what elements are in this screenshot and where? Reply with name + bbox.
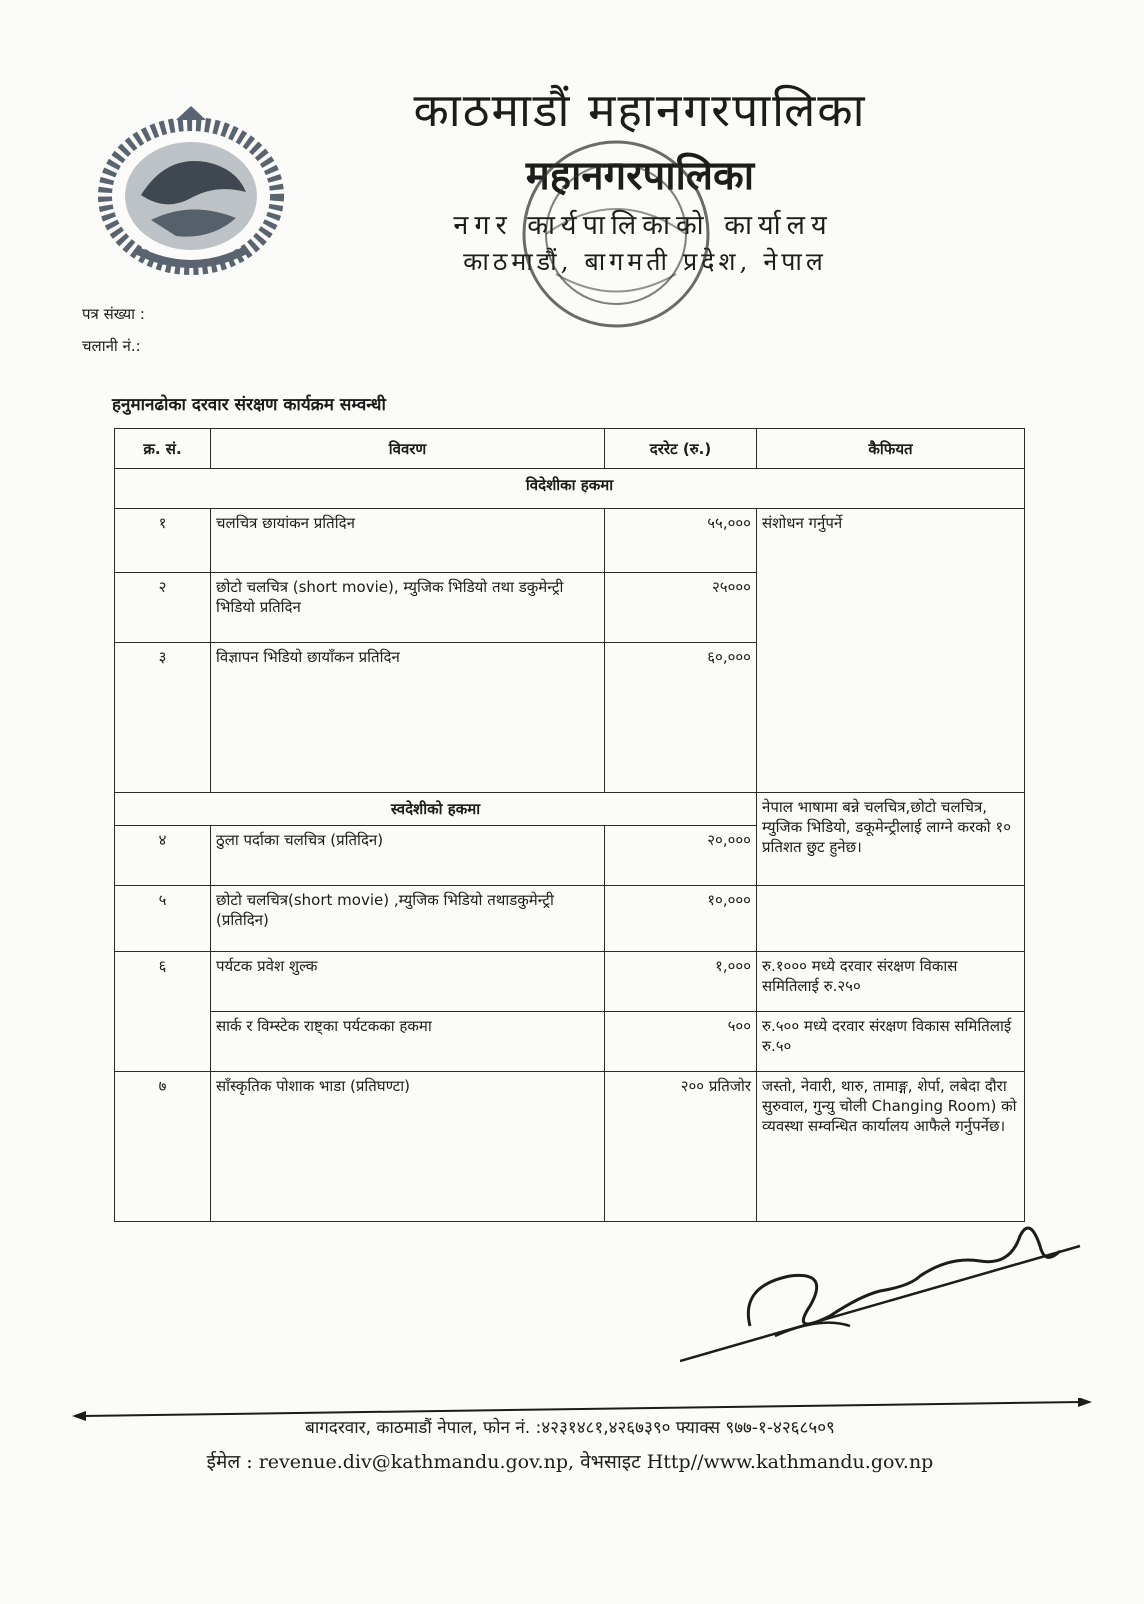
row-remarks: रु.१००० मध्ये दरवार संरक्षण विकास समितिलाई रु.२५० bbox=[757, 952, 1025, 1012]
nepal-emblem-icon bbox=[96, 100, 286, 280]
row-sn: ३ bbox=[115, 643, 211, 793]
row-rate: १,००० bbox=[605, 952, 757, 1012]
table-row bbox=[115, 952, 1025, 1012]
table-row bbox=[115, 1072, 1025, 1222]
row-rate: ५५,००० bbox=[605, 509, 757, 573]
row-rate: २५००० bbox=[605, 573, 757, 643]
section-row-foreign bbox=[115, 469, 1025, 509]
header-description: विवरण bbox=[211, 429, 605, 469]
table-row bbox=[115, 509, 1025, 573]
row-description: विज्ञापन भिडियो छायाँकन प्रतिदिन bbox=[211, 643, 605, 793]
header-rate: दररेट (रु.) bbox=[605, 429, 757, 469]
footer-web: ईमेल : revenue.div@kathmandu.gov.np, वेभसाइट Http//www.kathmandu.gov.np bbox=[206, 1451, 934, 1473]
signature-icon bbox=[680, 1216, 1110, 1366]
dispatch-number-label: चलानी नं.: bbox=[82, 337, 141, 355]
row-sn: १ bbox=[115, 509, 211, 573]
letter-subject: हनुमानढोका दरवार संरक्षण कार्यक्रम सम्वन्धी bbox=[112, 395, 386, 415]
row-rate: ५०० bbox=[605, 1012, 757, 1072]
municipality-title: काठमाडौं महानगरपालिका bbox=[413, 83, 867, 137]
row-description: छोटो चलचित्र(short movie) ,म्युजिक भिडियो तथाडकुमेन्ट्री (प्रतिदिन) bbox=[211, 886, 605, 952]
office-stamp-icon bbox=[516, 124, 716, 344]
row-sn: ५ bbox=[115, 886, 211, 952]
letter-number-label: पत्र संख्या : bbox=[82, 305, 145, 323]
row-rate: ६०,००० bbox=[605, 643, 757, 793]
header-sn: क्र. सं. bbox=[115, 429, 211, 469]
row-rate: १०,००० bbox=[605, 886, 757, 952]
row-description: चलचित्र छायांकन प्रतिदिन bbox=[211, 509, 605, 573]
section-row-domestic bbox=[115, 793, 1025, 826]
row-remarks: रु.५०० मध्ये दरवार संरक्षण विकास समितिलाई रु.५० bbox=[757, 1012, 1025, 1072]
remark-domestic: नेपाल भाषामा बन्ने चलचित्र,छोटो चलचित्र, म्युजिक भिडियो, डकूमेन्ट्रीलाई लाग्ने करको १० प्रतिशत छुट हुनेछ। bbox=[757, 793, 1025, 886]
remark-foreign: संशोधन गर्नुपर्ने bbox=[757, 509, 1025, 793]
row-description: छोटो चलचित्र (short movie), म्युजिक भिडियो तथा डकुमेन्ट्री भिडियो प्रतिदिन bbox=[211, 573, 605, 643]
row-description: पर्यटक प्रवेश शुल्क bbox=[211, 952, 605, 1012]
row-rate: २०,००० bbox=[605, 826, 757, 886]
office-address: काठमाडौं, बागमती प्रदेश, नेपाल bbox=[463, 247, 827, 276]
municipality-subtitle: महानगरपालिका bbox=[525, 152, 755, 199]
table-header-row bbox=[115, 429, 1025, 469]
table-row bbox=[115, 886, 1025, 952]
section-foreign: विदेशीका हकमा bbox=[115, 469, 1025, 509]
row-sn: ६ bbox=[115, 952, 211, 1072]
row-sn: ४ bbox=[115, 826, 211, 886]
row-description: साँस्कृतिक पोशाक भाडा (प्रतिघण्टा) bbox=[211, 1072, 605, 1222]
table-row bbox=[115, 1012, 1025, 1072]
section-domestic: स्वदेशीको हकमा bbox=[115, 793, 757, 826]
row-remarks bbox=[757, 886, 1025, 952]
row-sn: २ bbox=[115, 573, 211, 643]
row-description: सार्क र विम्स्टेक राष्ट्का पर्यटकका हकमा bbox=[211, 1012, 605, 1072]
row-description: ठुला पर्दाका चलचित्र (प्रतिदिन) bbox=[211, 826, 605, 886]
rate-table bbox=[114, 428, 1025, 1222]
row-rate: २०० प्रतिजोर bbox=[605, 1072, 757, 1222]
header-remarks: कैफियत bbox=[757, 429, 1025, 469]
office-name: नगर कार्यपालिकाको कार्यालय bbox=[453, 210, 833, 241]
row-sn: ७ bbox=[115, 1072, 211, 1222]
footer-contact: बागदरवार, काठमाडौं नेपाल, फोन नं. :४२३१४८१,४२६७३९० फ्याक्स ९७७-१-४२६८५०९ bbox=[305, 1418, 835, 1438]
row-remarks: जस्तो, नेवारी, थारु, तामाङ्ग, शेर्पा, लबेदा दौरा सुरुवाल, गुन्यु चोली Changing Room) को व्यवस्था सम्वन्धित कार्यालय आफैले गर्नुपर्नेछ। bbox=[757, 1072, 1025, 1222]
